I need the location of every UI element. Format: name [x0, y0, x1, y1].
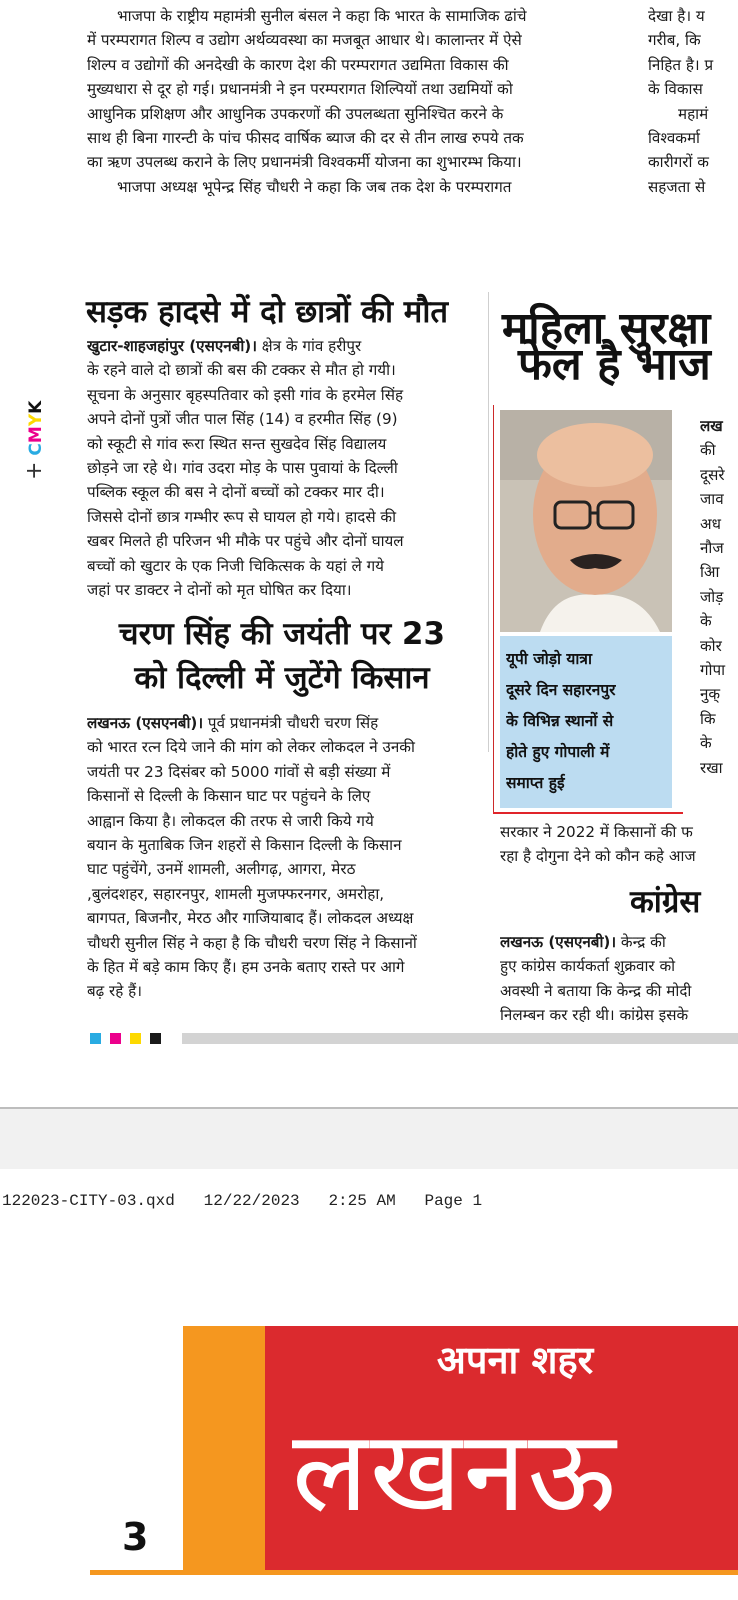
top-article-line: शिल्प व उद्योगों की अनदेखी के कारण देश की परम्परागत उद्यमिता विकास की [87, 55, 509, 74]
article1-line: जिससे दोनों छात्र गम्भीर रूप से घायल हो गये। हादसे की [87, 507, 397, 526]
fragment-line: रखा [700, 758, 723, 777]
article2-line: ,बुलंदशहर, सहारनपुर, शामली मुजफ्फरनगर, अमरोहा, [87, 884, 385, 903]
fragment-line: गरीब, कि [648, 31, 701, 50]
article3-right-fragments [700, 414, 738, 780]
article2-line-text: पूर्व प्रधानमंत्री चौधरी चरण सिंह [203, 714, 379, 732]
swatch-black [150, 1033, 161, 1044]
color-swatches [90, 1033, 170, 1044]
masthead-subtitle: अपना शहर [436, 1338, 594, 1382]
article4-line: निलम्बन कर रही थी। कांग्रेस इसके [500, 1006, 689, 1025]
article3-headline-2: फेल है भाज [518, 339, 711, 390]
article1-line [87, 334, 479, 358]
top-article-line: में परम्परागत शिल्प व उद्योग अर्थव्यवस्था का मजबूत आधार थे। कालान्तर में ऐसे [87, 31, 522, 50]
fragment-line: निहित है। प्र [648, 55, 714, 74]
article3-line: सरकार ने 2022 में किसानों की फ [500, 823, 693, 841]
article1-line: जहां पर डाक्टर ने दोनों को मृत घोषित कर दिया। [87, 581, 352, 600]
article1-body [87, 334, 479, 602]
article1-line: अपने दोनों पुत्रों जीत पाल सिंह (14) व हरमीत सिंह (9) [87, 410, 398, 429]
article3-bottom-lines [500, 820, 738, 869]
article4-body [500, 930, 738, 1028]
article2-line: आह्वान किया है। लोकदल की तरफ से जारी किये गये [87, 811, 374, 830]
article2-line: किसानों से दिल्ली के किसान घाट पर पहुंचने के लिए [87, 787, 371, 806]
article4-line-text: केन्द्र की [616, 933, 666, 951]
article1-line: छोड़ने जा रहे थे। गांव उदरा मोड़ के पास पुवायां के दिल्ली [87, 459, 398, 478]
article1-line: खबर मिलते ही परिजन भी मौके पर पहुंचे और दोनों घायल [87, 532, 404, 551]
fragment-line: जाव [700, 490, 724, 509]
fragment-line: कारीगरों क [648, 153, 709, 172]
masthead-orange-block [183, 1326, 265, 1572]
fragment-line: के [700, 612, 712, 631]
masthead-title: लखनऊ [292, 1407, 618, 1537]
fragment-line: की [700, 441, 716, 460]
print-slug: 122023-CITY-03.qxd 12/22/2023 2:25 AM Page 1 [2, 1192, 483, 1210]
caption-line: यूपी जोड़ो यात्रा [506, 650, 592, 668]
article2-line: के हित में बड़े काम किए हैं। हम उनके बताए रास्ते पर आगे [87, 958, 405, 977]
top-article [87, 4, 625, 199]
fragment-line: नुक् [700, 685, 721, 704]
cmyk-plus: + [22, 461, 47, 480]
caption-line: समाप्त हुई [506, 774, 565, 792]
page-number: 3 [122, 1515, 149, 1559]
article1-line: को स्कूटी से गांव रूरा स्थित सन्त सुखदेव सिंह विद्यालय [87, 434, 387, 453]
article1-dateline: खुटार-शाहजहांपुर (एसएनबी)। [87, 337, 257, 355]
swatch-yellow [130, 1033, 141, 1044]
caption-line: दूसरे दिन सहारनपुर [506, 681, 616, 699]
fragment-line: जोड़ [700, 587, 724, 606]
fragment-line: महामं [678, 104, 709, 123]
fragment-line: विश्वकर्मा [648, 129, 700, 148]
caption-line: होते हुए गोपाली में [506, 743, 610, 761]
article4-dateline: लखनऊ (एसएनबी)। [500, 933, 617, 951]
top-article-line: भाजपा अध्यक्ष भूपेन्द्र सिंह चौधरी ने कहा कि जब तक देश के परम्परागत [117, 177, 512, 196]
article2-dateline: लखनऊ (एसएनबी)। [87, 714, 204, 732]
article4-headline: कांग्रेस [630, 884, 701, 920]
fragment-line: नौज [700, 539, 724, 558]
top-article-line: भाजपा के राष्ट्रीय महामंत्री सुनील बंसल ने कहा कि भारत के सामाजिक ढांचे [117, 7, 527, 25]
article3-headline-1: महिला सुरक्षा [502, 303, 711, 354]
article2-line: चौधरी सुनील सिंह ने कहा है कि चौधरी चरण सिंह ने किसानों [87, 933, 417, 952]
article2-line: बढ़ रहे हैं। [87, 982, 142, 1001]
fragment-line: कोर [700, 636, 722, 655]
masthead-bottom-rule [90, 1570, 738, 1575]
article4-line [500, 930, 738, 954]
article4-line: अवस्थी ने बताया कि केन्द्र की मोदी [500, 981, 692, 1000]
article1-line: बच्चों को खुटार के एक निजी चिकित्सक के यहां ले गये [87, 556, 384, 575]
fragment-line: कि [700, 709, 716, 728]
article4-line: हुए कांग्रेस कार्यकर्ता शुक्रवार को [500, 957, 676, 976]
fragment-line: लख [700, 417, 723, 435]
fragment-line: दूसरे [700, 465, 725, 484]
swatch-magenta [110, 1033, 121, 1044]
article3-line: रहा है दोगुना देने को कौन कहे आज [500, 847, 696, 866]
fragment-line: गोपा [700, 661, 726, 680]
article1-headline: सड़क हादसे में दो छात्रों की मौत [86, 294, 449, 330]
swatch-cyan [90, 1033, 101, 1044]
article2-line: बयान के मुताबिक जिन शहरों से किसान दिल्ली के किसान [87, 836, 402, 855]
page-gap [0, 1109, 738, 1169]
fragment-line: के विकास [648, 80, 703, 99]
article2-headline-1: चरण सिंह की जयंती पर 23 [118, 616, 446, 652]
fragment-line: सहजता से [648, 177, 706, 196]
photo-caption [500, 636, 672, 808]
photo-bottom-rule [493, 812, 683, 814]
cmyk-registration-mark: +CMYK [22, 400, 47, 480]
top-article-line: मुख्यधारा से दूर हो गई। प्रधानमंत्री ने इन परम्परागत शिल्पियों तथा उद्यमियों को [87, 80, 513, 99]
fragment-line: आि [700, 563, 720, 582]
article2-body [87, 711, 479, 1004]
article2-line: जयंती पर 23 दिसंबर को 5000 गांवों से बड़ी संख्या में [87, 762, 391, 781]
top-article-line: का ऋण उपलब्ध कराने के लिए प्रधानमंत्री विश्वकर्मी योजना का शुभारम्भ किया। [87, 153, 522, 172]
fragment-line: के [700, 734, 712, 753]
article2-line: घाट पहुंचेंगे, उनमें शामली, अलीगढ़, आगरा, मेरठ [87, 860, 356, 879]
article1-line-text: क्षेत्र के गांव हरीपुर [256, 337, 362, 355]
article1-line: के रहने वाले दो छात्रों की बस की टक्कर से मौत हो गयी। [87, 361, 396, 380]
article2-line: को भारत रत्न दिये जाने की मांग को लेकर लोकदल ने उनकी [87, 738, 415, 757]
top-article-line: साथ ही बिना गारन्टी के पांच फीसद वार्षिक ब्याज की दर से तीन लाख रुपये तक [87, 129, 524, 148]
column-divider [488, 292, 489, 752]
article1-line: पब्लिक स्कूल की बस ने दोनों बच्चों को टक्कर मार दी। [87, 483, 385, 502]
article2-line [87, 711, 479, 735]
fragment-line: देखा है। य [648, 7, 705, 25]
politician-photo [500, 410, 672, 632]
top-right-fragment [648, 4, 738, 199]
article2-headline-2: को दिल्ली में जुटेंगे किसान [134, 660, 430, 696]
article2-line: बागपत, बिजनौर, मेरठ और गाजियाबाद हैं। लोकदल अध्यक्ष [87, 909, 414, 928]
fragment-line: अध [700, 514, 721, 533]
article1-line: सूचना के अनुसार बृहस्पतिवार को इसी गांव के हरमेल सिंह [87, 385, 404, 404]
grey-bar [182, 1033, 738, 1044]
caption-line: के विभिन्न स्थानों से [506, 712, 614, 730]
top-article-line: आधुनिक प्रशिक्षण और आधुनिक उपकरणों की उपलब्धता सुनिश्चित करने के [87, 104, 504, 123]
